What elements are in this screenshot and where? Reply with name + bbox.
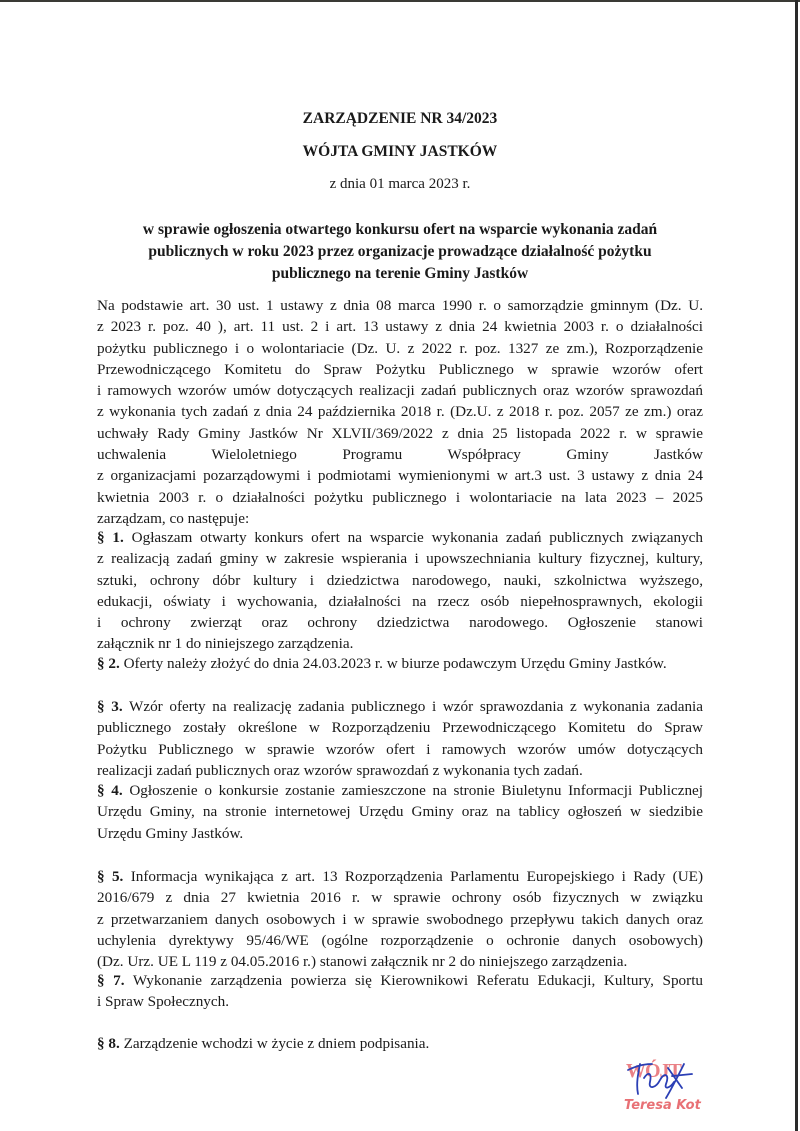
section-line: z realizacją zadań gminy w zakresie wspierania i upowszechniania kultury fizycznej, kultury, (97, 550, 703, 568)
section-number: § 7. (97, 972, 125, 989)
scan-border-right (795, 0, 798, 1131)
section-line: Urzędu Gminy Jastków. (97, 824, 244, 842)
section-line: uchylenia dyrektywy 95/46/WE (ogólne rozporządzenie o ochronie danych osobowych) (97, 931, 703, 949)
section-number: § 5. (97, 868, 124, 885)
subject-line: publicznych w roku 2023 przez organizacje prowadzące działalność pożytku (148, 243, 652, 260)
subject-line: w sprawie ogłoszenia otwartego konkursu ofert na wsparcie wykonania zadań (142, 221, 658, 238)
section-4 (97, 780, 703, 844)
section-line: sztuki, ochrony dóbr kultury i dziedzictwa narodowego, nauki, szkolnictwa wyższego, (97, 571, 703, 589)
section-number: § 1. (97, 529, 124, 546)
preamble-line: z 2023 r. poz. 40 ), art. 11 ust. 2 i art. 13 ustawy z dnia 24 kwietnia 2003 r. o działalności (97, 318, 703, 336)
section-line: § 3. Wzór oferty na realizację zadania publicznego i wzór sprawozdania z wykonania zadania (97, 698, 704, 715)
section-line: § 5. Informacja wynikająca z art. 13 Rozporządzenia Parlamentu Europejskiego i Rady (UE) (97, 868, 704, 885)
section-line: § 7. Wykonanie zarządzenia powierza się Kierownikowi Referatu Edukacji, Kultury, Sportu (97, 972, 704, 989)
section-line: i ochrony zwierząt oraz ochrony dziedzictwa narodowego. Ogłoszenie stanowi (97, 614, 703, 632)
section-2 (97, 653, 703, 674)
preamble-line: i ramowych wzorów umów dotyczących realizacji zadań publicznych oraz wzorów sprawozdań (97, 382, 703, 400)
preamble-line: Na podstawie art. 30 ust. 1 ustawy z dnia 08 marca 1990 r. o samorządzie gminnym (Dz. U. (97, 297, 703, 314)
preamble-line: kwietnia 2003 r. o działalności pożytku publicznego i wolontariacie na lata 2023 – 2025 (97, 488, 703, 506)
subject-line: publicznego na terenie Gminy Jastków (271, 265, 529, 282)
section-line: (Dz. Urz. UE L 119 z 04.05.2016 r.) stanowi załącznik nr 2 do niniejszego zarządzenia. (97, 953, 628, 971)
section-8 (97, 1033, 703, 1054)
preamble-line: uchwalenia Wieloletniego Programu Współpracy Gminy Jastków (97, 446, 703, 464)
signature-stamp (622, 1058, 712, 1124)
document-date: z dnia 01 marca 2023 r. (329, 176, 471, 192)
section-number: § 3. (97, 698, 123, 715)
preamble-line: Przewodniczącego Komitetu do Spraw Pożytku Publicznego w sprawie wzorów ofert (97, 360, 703, 378)
scan-border-top (0, 0, 800, 2)
section-number: § 2. (97, 655, 120, 672)
signatory-name: Teresa Kot (624, 1098, 701, 1113)
section-line: i Spraw Społecznych. (97, 993, 230, 1011)
preamble-line: zarządzam, co następuje: (97, 509, 250, 527)
handwritten-signature-icon (622, 1058, 712, 1102)
preamble-line: pożytku publicznego i o wolontariacie (Dz. U. z 2022 r. poz. 1327 ze zm.), Rozporządzenie (97, 339, 703, 357)
document-title: ZARZĄDZENIE NR 34/2023 (302, 110, 498, 127)
stamp-title: WÓJT (626, 1060, 681, 1082)
section-line: § 1. Ogłaszam otwarty konkurs ofert na wsparcie wykonania zadań publicznych związanych (97, 529, 704, 546)
section-line: edukacji, oświaty i wychowania, działalności na rzecz osób niepełnosprawnych, ekologii (97, 592, 703, 610)
section-line: Pożytku Publicznego w sprawie wzorów ofert i ramowych wzorów umów dotyczących (97, 740, 703, 758)
section-5 (97, 866, 703, 972)
preamble-line: z organizacjami pozarządowymi i podmiotami wymienionymi w art.3 ust. 3 ustawy z dnia 24 (97, 467, 703, 485)
section-line: załącznik nr 1 do niniejszego zarządzenia. (97, 635, 354, 653)
preamble-line: z wykonania tych zadań z dnia 24 października 2018 r. (Dz.U. z 2018 r. poz. 2057 ze zm.) oraz (97, 403, 703, 421)
section-number: § 4. (97, 782, 123, 799)
section-line: § 4. Ogłoszenie o konkursie zostanie zamieszczone na stronie Biuletynu Informacji Publicznej (97, 782, 704, 799)
preamble-line: uchwały Rady Gminy Jastków Nr XLVII/369/2022 z dnia 25 listopada 2022 r. w sprawie (97, 424, 703, 442)
section-line: publicznego zostały określone w Rozporządzeniu Przewodniczącego Komitetu do Spraw (97, 719, 703, 737)
section-3 (97, 696, 703, 781)
preamble (97, 295, 703, 529)
section-7 (97, 970, 703, 1013)
section-line: § 2. Oferty należy złożyć do dnia 24.03.2023 r. w biurze podawczym Urzędu Gminy Jastków. (97, 655, 667, 672)
section-1 (97, 527, 703, 655)
section-line: § 8. Zarządzenie wchodzi w życie z dniem podpisania. (97, 1035, 430, 1052)
section-line: realizacji zadań publicznych oraz wzorów sprawozdań z wykonania tych zadań. (97, 761, 583, 779)
section-line: z przetwarzaniem danych osobowych i w sprawie swobodnego przepływu takich danych oraz (97, 910, 703, 928)
section-number: § 8. (97, 1035, 120, 1052)
section-line: Urzędu Gminy, na stronie internetowej Urzędu Gminy oraz na tablicy ogłoszeń w siedzibie (97, 803, 703, 821)
section-line: 2016/679 z dnia 27 kwietnia 2016 r. w sprawie ochrony osób fizycznych w związku (97, 889, 703, 907)
issuing-authority: WÓJTA GMINY JASTKÓW (302, 143, 498, 160)
document-subject (0, 219, 800, 285)
